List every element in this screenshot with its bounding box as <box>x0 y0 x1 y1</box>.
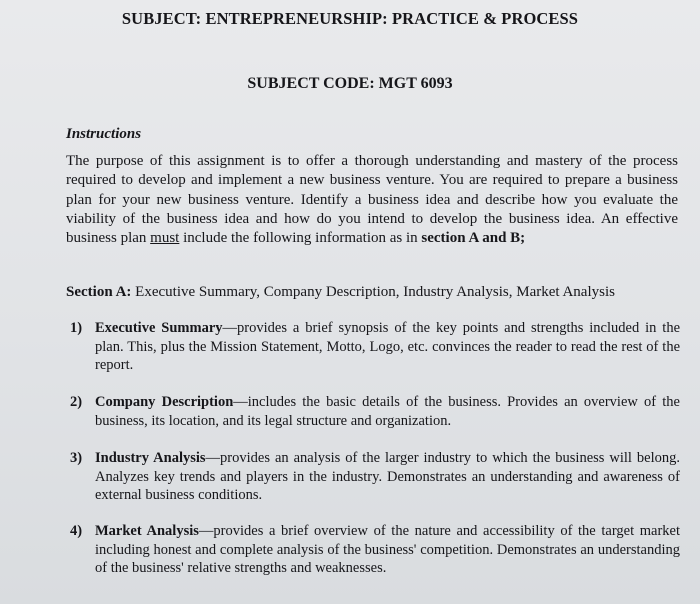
instructions-paragraph <box>66 152 678 248</box>
section-a-label: Section A: <box>66 284 132 300</box>
instructions-text: The purpose of this assignment is to offer a thorough understanding and mastery of the process required to develop and implement a new business venture. You are required to prepare a business plan for your new business venture. Identify a business idea and describe how you evaluate the viability of the business idea and how do you intend to develop the business idea. An effective business plan <box>66 153 678 247</box>
list-item-number: 2) <box>70 394 83 410</box>
list-item-title: Market Analysis <box>95 523 199 539</box>
list-item-number: 3) <box>70 450 83 466</box>
list-item-number: 1) <box>70 320 83 336</box>
list-item-text: —provides an analysis of the larger industry to which the business will belong. Analyzes key trends and players in the industry. Demonstrates an understanding and awareness of external business conditions. <box>95 450 681 503</box>
list-item-text: —includes the basic details of the business. Provides an overview of the business, its location, and its legal structure and organization. <box>95 394 680 429</box>
list-item <box>70 449 680 505</box>
list-item-text: —provides a brief overview of the nature and accessibility of the target market including honest and complete analysis of the business' competition. Demonstrates an understanding of the business' relative strengths and weaknesses. <box>95 523 680 576</box>
list-item-title: Executive Summary <box>95 320 223 336</box>
instructions-underlined-word: must <box>150 230 180 247</box>
instructions-text-cont: include the following information as in <box>179 230 422 247</box>
section-a-text: Executive Summary, Company Description, Industry Analysis, Market Analysis <box>131 284 615 300</box>
subject-title: SUBJECT: ENTREPRENEURSHIP: PRACTICE & PROCESS <box>121 9 579 28</box>
instructions-heading: Instructions <box>66 126 142 142</box>
list-item <box>70 522 680 578</box>
list-item-title: Company Description <box>95 394 234 410</box>
subject-code: SUBJECT CODE: MGT 6093 <box>247 75 453 92</box>
list-item <box>70 393 680 430</box>
list-item <box>70 319 680 375</box>
instructions-bold-end: section A and B; <box>421 230 526 247</box>
section-a-line <box>66 284 686 301</box>
list-item-title: Industry Analysis <box>95 450 206 466</box>
list-item-number: 4) <box>70 523 83 539</box>
list-item-text: —provides a brief synopsis of the key points and strengths included in the plan. This, plus the Mission Statement, Motto, Logo, etc. convinces the reader to read the rest of the report. <box>95 320 680 373</box>
